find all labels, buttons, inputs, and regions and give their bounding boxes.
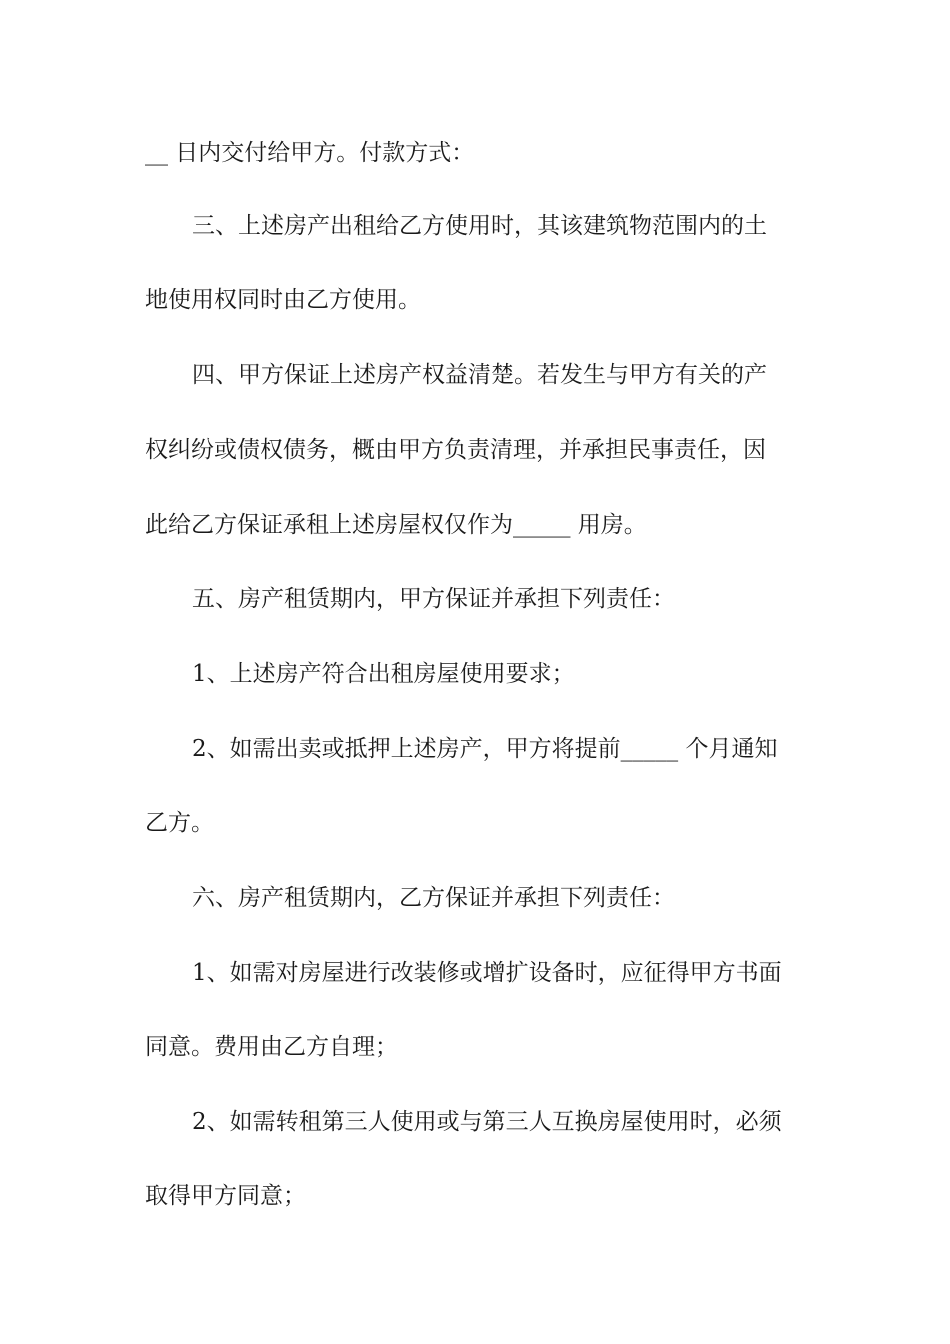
text-line: 同意。费用由乙方自理； [145,1034,398,1060]
text-line: 六、房产租赁期内，乙方保证并承担下列责任： [192,885,675,911]
text-line: 1、上述房产符合出租房屋使用要求； [192,661,575,687]
text-line: __ 日内交付给甲方。付款方式： [145,140,475,166]
text-line: 2、如需出卖或抵押上述房产，甲方将提前_____ 个月通知 [192,736,778,762]
text-line: 权纠纷或债权债务，概由甲方负责清理，并承担民事责任，因 [145,437,766,463]
text-line: 地使用权同时由乙方使用。 [145,287,421,313]
text-line: 五、房产租赁期内，甲方保证并承担下列责任： [192,586,675,612]
text-line: 2、如需转租第三人使用或与第三人互换房屋使用时，必须 [192,1109,782,1135]
text-line: 1、如需对房屋进行改装修或增扩设备时，应征得甲方书面 [192,960,782,986]
text-line: 四、甲方保证上述房产权益清楚。若发生与甲方有关的产 [192,362,767,388]
text-line: 乙方。 [145,810,214,836]
text-line: 三、上述房产出租给乙方使用时，其该建筑物范围内的土 [192,213,767,239]
text-line: 此给乙方保证承租上述房屋权仅作为_____ 用房。 [145,512,647,538]
text-line: 取得甲方同意； [145,1183,306,1209]
